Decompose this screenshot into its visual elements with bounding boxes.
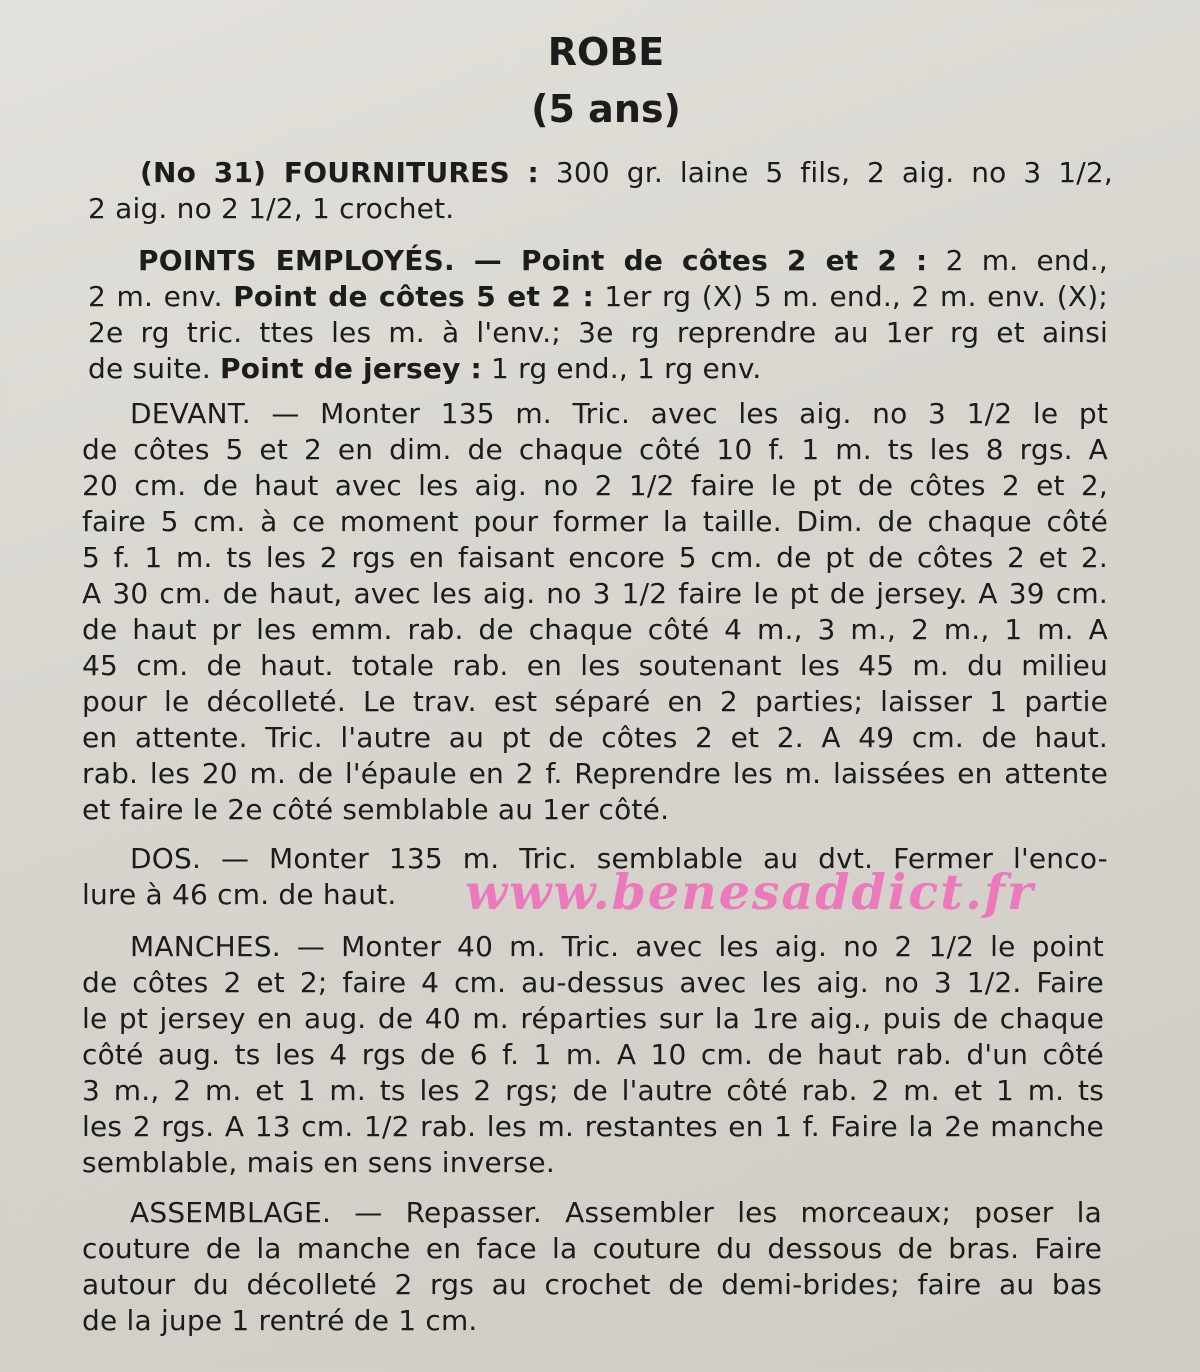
- devant-section: [82, 396, 1108, 828]
- points-line-1: POINTS EMPLOYÉS. — Point de côtes 2 et 2 : 2 m. end.,: [138, 244, 1108, 277]
- manches-line: MANCHES. — Monter 40 m. Tric. avec les aig. no 2 1/2 le point: [130, 930, 1104, 963]
- manches-line: 3 m., 2 m. et 1 m. ts les 2 rgs; de l'autre côté rab. 2 m. et 1 m. ts: [82, 1074, 1104, 1107]
- points-line-4: de suite. Point de jersey : 1 rg end., 1 rg env.: [88, 352, 762, 385]
- fournitures-line-2: 2 aig. no 2 1/2, 1 crochet.: [88, 192, 455, 225]
- fournitures-line-1: (No 31) FOURNITURES : 300 gr. laine 5 fils, 2 aig. no 3 1/2,: [140, 156, 1113, 189]
- manches-line: côté aug. ts les 4 rgs de 6 f. 1 m. A 10 cm. de haut rab. d'un côté: [82, 1038, 1104, 1071]
- devant-line: de côtes 5 et 2 en dim. de chaque côté 10 f. 1 m. ts les 8 rgs. A: [82, 433, 1108, 466]
- point-jersey-label: Point de jersey :: [220, 352, 482, 385]
- devant-line: et faire le 2e côté semblable au 1er côté.: [82, 793, 670, 826]
- fournitures-section: [88, 155, 1113, 227]
- fournitures-label: (No 31) FOURNITURES :: [140, 156, 539, 189]
- devant-line: rab. les 20 m. de l'épaule en 2 f. Reprendre les m. laissées en attente: [82, 757, 1108, 790]
- points-label: POINTS EMPLOYÉS. — Point de côtes 2 et 2 :: [138, 244, 928, 277]
- devant-line: en attente. Tric. l'autre au pt de côtes 2 et 2. A 49 cm. de haut.: [82, 721, 1108, 754]
- devant-line: 20 cm. de haut avec les aig. no 2 1/2 faire le pt de côtes 2 et 2,: [82, 469, 1108, 502]
- document-title: ROBE: [547, 30, 665, 74]
- devant-line: faire 5 cm. à ce moment pour former la taille. Dim. de chaque côté: [82, 505, 1108, 538]
- manches-line: le pt jersey en aug. de 40 m. réparties sur la 1re aig., puis de chaque: [82, 1002, 1104, 1035]
- points-line-3: 2e rg tric. ttes les m. à l'env.; 3e rg reprendre au 1er rg et ainsi: [88, 316, 1108, 349]
- dos-line: DOS. — Monter 135 m. Tric. semblable au dvt. Fermer l'enco-: [130, 842, 1108, 875]
- devant-line: de haut pr les emm. rab. de chaque côté 4 m., 3 m., 2 m., 1 m. A: [82, 613, 1108, 646]
- devant-line: 45 cm. de haut. totale rab. en les soutenant les 45 m. du milieu: [82, 649, 1108, 682]
- points-section: [88, 243, 1108, 387]
- dos-line: lure à 46 cm. de haut.: [82, 878, 397, 911]
- devant-line: 5 f. 1 m. ts les 2 rgs en faisant encore 5 cm. de pt de côtes 2 et 2.: [82, 541, 1108, 574]
- manches-line: de côtes 2 et 2; faire 4 cm. au-dessus avec les aig. no 3 1/2. Faire: [82, 966, 1104, 999]
- devant-line: A 30 cm. de haut, avec les aig. no 3 1/2 faire le pt de jersey. A 39 cm.: [82, 577, 1108, 610]
- watermark-text: www.benesaddict.fr: [465, 863, 1035, 921]
- manches-section: [82, 929, 1104, 1181]
- document-subtitle: (5 ans): [531, 87, 681, 131]
- assemblage-line: ASSEMBLAGE. — Repasser. Assembler les morceaux; poser la: [130, 1196, 1102, 1229]
- manches-line: semblable, mais en sens inverse.: [82, 1146, 555, 1179]
- devant-line: DEVANT. — Monter 135 m. Tric. avec les aig. no 3 1/2 le pt: [130, 397, 1108, 430]
- assemblage-line: de la jupe 1 rentré de 1 cm.: [82, 1304, 478, 1337]
- point-cotes-5-2-label: Point de côtes 5 et 2 :: [233, 280, 594, 313]
- manches-line: les 2 rgs. A 13 cm. 1/2 rab. les m. restantes en 1 f. Faire la 2e manche: [82, 1110, 1104, 1143]
- points-line-2: 2 m. env. Point de côtes 5 et 2 : 1er rg (X) 5 m. end., 2 m. env. (X);: [88, 280, 1108, 313]
- assemblage-line: couture de la manche en face la couture du dessous de bras. Faire: [82, 1232, 1102, 1265]
- assemblage-line: autour du décolleté 2 rgs au crochet de demi-brides; faire au bas: [82, 1268, 1102, 1301]
- devant-line: pour le décolleté. Le trav. est séparé en 2 parties; laisser 1 partie: [82, 685, 1108, 718]
- assemblage-section: [82, 1195, 1102, 1339]
